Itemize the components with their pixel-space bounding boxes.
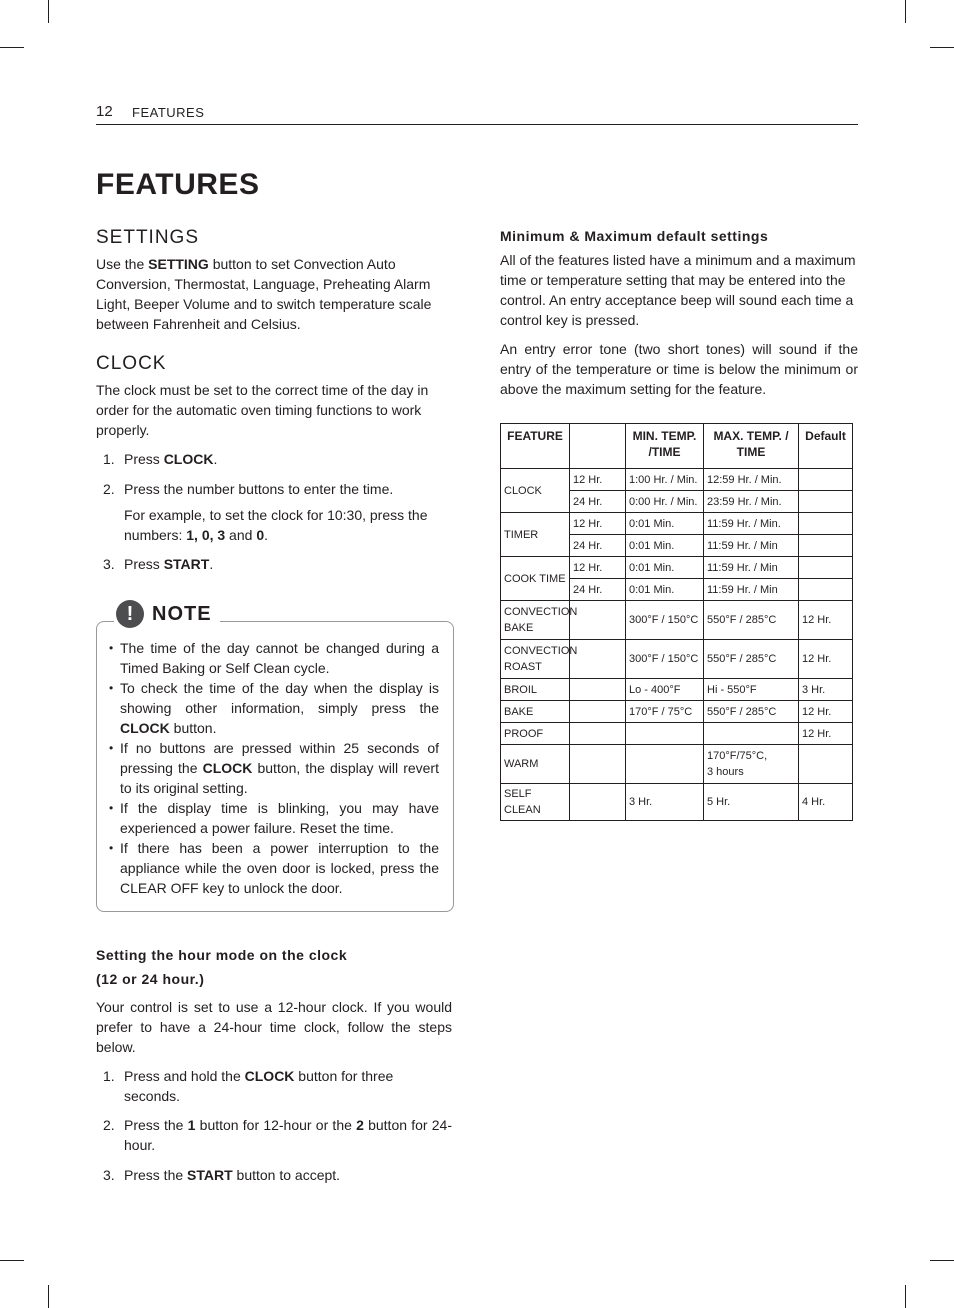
list-item: 1. Press and hold the CLOCK button for three seconds.: [103, 1068, 394, 1104]
col-header-max: MAX. TEMP. / TIME: [704, 424, 799, 469]
list-item: • If there has been a power interruption to the appliance while the oven door is locked, press the CLEAR OFF key to unlock the door.: [109, 838, 439, 898]
cell-mode: 24 Hr.: [570, 579, 626, 601]
cell-max: Hi - 550°F: [704, 679, 799, 701]
col-header-feature: FEATURE: [501, 424, 570, 469]
cell-default: [799, 557, 853, 579]
list-item: 1. Press CLOCK.: [103, 451, 218, 467]
cell-min: [626, 723, 704, 745]
cell-feature: WARM: [501, 745, 570, 784]
cell-default: [799, 513, 853, 535]
page-header: [96, 102, 858, 125]
cell-default: [799, 579, 853, 601]
cell-feature: CONVECTION BAKE: [501, 601, 570, 640]
page-title: FEATURES: [96, 168, 260, 201]
col-header-mode: [570, 424, 626, 469]
cell-mode: [570, 701, 626, 723]
cell-mode: [570, 640, 626, 679]
cell-default: [799, 469, 853, 491]
cell-min: 0:01 Min.: [626, 535, 704, 557]
cell-max: 23:59 Hr. / Min.: [704, 491, 799, 513]
cell-default: [799, 491, 853, 513]
crop-mark: [48, 1285, 49, 1308]
table-row: [501, 640, 853, 679]
cell-default: 12 Hr.: [799, 723, 853, 745]
cell-max: 550°F / 285°C: [704, 601, 799, 640]
list-item: 2. Press the 1 button for 12-hour or the 2 button for 24-hour.: [103, 1117, 452, 1153]
hour-mode-steps: [96, 1066, 452, 1185]
settings-table: [500, 423, 853, 821]
cell-max: 5 Hr.: [704, 784, 799, 821]
hour-mode-heading: Setting the hour mode on the clock (12 or 24 hour.): [96, 947, 348, 987]
cell-feature: CLOCK: [501, 469, 570, 513]
col-header-default: Default: [799, 424, 853, 469]
table-row: [501, 601, 853, 640]
table-row: [501, 469, 853, 491]
list-item: 2. Press the number buttons to enter the time. For example, to set the clock for 10:30, press the numbers: 1, 0, 3 and 0.: [96, 479, 452, 545]
cell-mode: [570, 784, 626, 821]
cell-max: 11:59 Hr. / Min: [704, 557, 799, 579]
cell-default: 12 Hr.: [799, 701, 853, 723]
crop-mark: [48, 0, 49, 23]
clock-heading: CLOCK: [96, 353, 167, 374]
cell-mode: 24 Hr.: [570, 535, 626, 557]
cell-feature: SELF CLEAN: [501, 784, 570, 821]
cell-default: [799, 535, 853, 557]
crop-mark: [0, 1260, 24, 1261]
clock-intro: The clock must be set to the correct time of the day in order for the automatic oven timing functions to work properly.: [96, 382, 429, 438]
crop-mark: [0, 47, 24, 48]
cell-max: [704, 723, 799, 745]
cell-min: 3 Hr.: [626, 784, 704, 821]
cell-max: 550°F / 285°C: [704, 640, 799, 679]
cell-default: [799, 745, 853, 784]
crop-mark: [905, 1285, 906, 1308]
cell-max: 12:59 Hr. / Min.: [704, 469, 799, 491]
cell-mode: 12 Hr.: [570, 513, 626, 535]
cell-max: 11:59 Hr. / Min: [704, 579, 799, 601]
note-header: [114, 600, 220, 628]
cell-mode: [570, 745, 626, 784]
table-row: [501, 784, 853, 821]
cell-min: Lo - 400°F: [626, 679, 704, 701]
cell-min: 300°F / 150°C: [626, 640, 704, 679]
cell-min: 170°F / 75°C: [626, 701, 704, 723]
left-column: [96, 226, 452, 574]
table-row: [501, 723, 853, 745]
hour-mode-section: [96, 943, 452, 1185]
note-label: NOTE: [152, 602, 212, 625]
cell-min: 300°F / 150°C: [626, 601, 704, 640]
cell-max: 11:59 Hr. / Min.: [704, 513, 799, 535]
crop-mark: [905, 0, 906, 23]
cell-min: 0:01 Min.: [626, 579, 704, 601]
cell-default: 12 Hr.: [799, 640, 853, 679]
cell-default: 4 Hr.: [799, 784, 853, 821]
list-item: • If the display time is blinking, you may have experienced a power failure. Reset the time.: [109, 798, 439, 838]
cell-min: 1:00 Hr. / Min.: [626, 469, 704, 491]
settings-heading: SETTINGS: [96, 227, 200, 248]
cell-default: 3 Hr.: [799, 679, 853, 701]
settings-intro: Use the SETTING button to set Convection Auto Conversion, Thermostat, Language, Preheating Alarm Light, Beeper Volume and to switch temperature scale between Fahrenheit and Celsius.: [96, 256, 432, 332]
table-row: [501, 701, 853, 723]
table-row: [501, 745, 853, 784]
header-section: FEATURES: [132, 105, 205, 120]
table-row: [501, 679, 853, 701]
list-item: • The time of the day cannot be changed during a Timed Baking or Self Clean cycle.: [109, 638, 439, 678]
clock-steps: [96, 449, 452, 574]
cell-feature: TIMER: [501, 513, 570, 557]
cell-feature: CONVECTION ROAST: [501, 640, 570, 679]
list-item: 3. Press the START button to accept.: [103, 1167, 341, 1183]
cell-mode: 24 Hr.: [570, 491, 626, 513]
cell-max: 550°F / 285°C: [704, 701, 799, 723]
cell-feature: COOK TIME: [501, 557, 570, 601]
list-item: • If no buttons are pressed within 25 seconds of pressing the CLOCK button, the display will revert to its original setting.: [109, 738, 439, 798]
cell-mode: 12 Hr.: [570, 469, 626, 491]
cell-min: 0:01 Min.: [626, 513, 704, 535]
crop-mark: [930, 1260, 954, 1261]
cell-min: [626, 745, 704, 784]
page-number: 12: [96, 103, 113, 120]
crop-mark: [930, 47, 954, 48]
clock-example: For example, to set the clock for 10:30, press the numbers: 1, 0, 3 and 0.: [124, 507, 428, 543]
table-row: [501, 513, 853, 535]
list-item: 3. Press START.: [103, 556, 214, 572]
cell-feature: BROIL: [501, 679, 570, 701]
cell-feature: PROOF: [501, 723, 570, 745]
min-max-heading: Minimum & Maximum default settings: [500, 228, 769, 244]
cell-mode: [570, 679, 626, 701]
table-row: [501, 557, 853, 579]
cell-mode: 12 Hr.: [570, 557, 626, 579]
exclamation-icon: !: [116, 600, 144, 628]
col-header-min: MIN. TEMP. /TIME: [626, 424, 704, 469]
cell-mode: [570, 723, 626, 745]
right-column: [500, 224, 858, 399]
cell-min: 0:01 Min.: [626, 557, 704, 579]
note-box: [96, 621, 454, 912]
cell-mode: [570, 601, 626, 640]
min-max-para2: An entry error tone (two short tones) will sound if the entry of the temperature or time is below the minimum or above the maximum setting for the feature.: [500, 341, 858, 397]
cell-feature: BAKE: [501, 701, 570, 723]
min-max-para1: All of the features listed have a minimum and a maximum time or temperature setting that may be entered into the control. An entry acceptance beep will sound each time a control key is pressed.: [500, 252, 856, 328]
cell-default: 12 Hr.: [799, 601, 853, 640]
cell-min: 0:00 Hr. / Min.: [626, 491, 704, 513]
hour-mode-intro: Your control is set to use a 12-hour clock. If you would prefer to have a 24-hour time clock, follow the steps below.: [96, 999, 452, 1055]
cell-max: 11:59 Hr. / Min: [704, 535, 799, 557]
list-item: • To check the time of the day when the display is showing other information, simply press the CLOCK button.: [109, 678, 439, 738]
cell-max: 170°F/75°C, 3 hours: [704, 745, 799, 784]
note-list: [109, 638, 439, 898]
table-header-row: [501, 424, 853, 469]
